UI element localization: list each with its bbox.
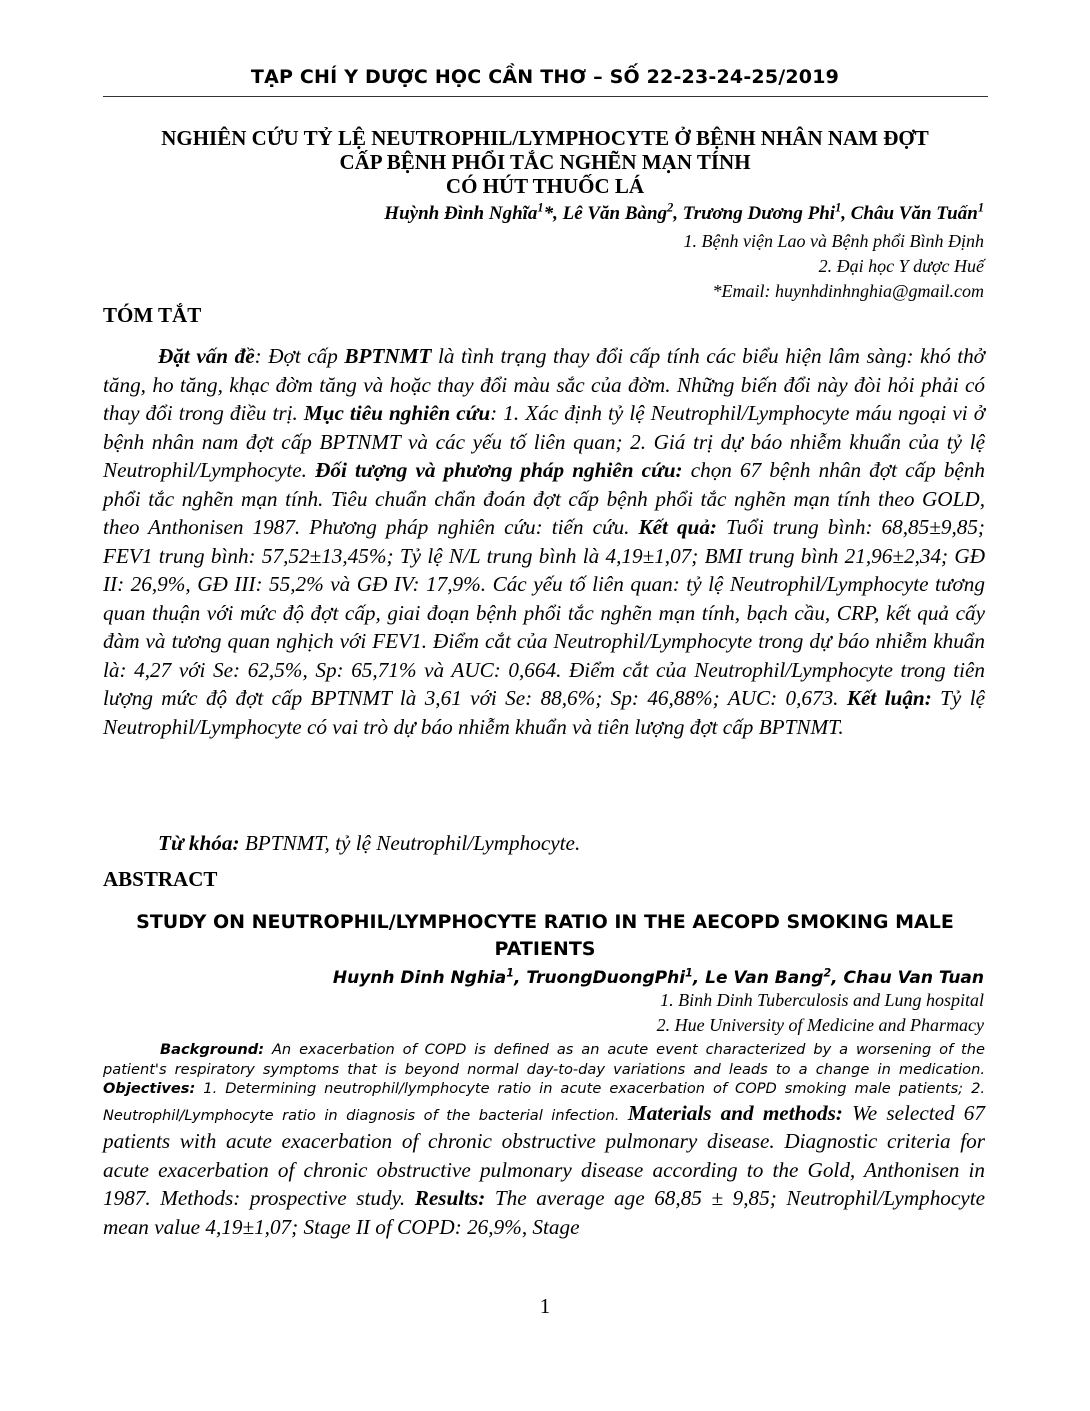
author-en-3-affil: 2 <box>823 966 832 980</box>
title-vi-line-1: NGHIÊN CỨU TỶ LỆ NEUTROPHIL/LYMPHOCYTE Ở BỆNH NHÂN NAM ĐỢT <box>161 126 929 150</box>
title-en-line-2: PATIENTS <box>494 938 596 960</box>
abstract-en-text: We selected 67 patients with acute exacerbation of chronic obstructive pulmonary disease. Diagnostic criteria for acute exacerbation of chronic obstructive pulmonary disease according to the Gold, Anthonisen in 1987. Methods: prospective study. <box>103 1100 985 1210</box>
page-number: 1 <box>539 1294 551 1318</box>
abstract-vi-results-label: Kết quả: <box>638 515 717 539</box>
author-en-2-affil: 1 <box>685 966 693 980</box>
abstract-vi-text: : Đợt cấp <box>254 344 345 368</box>
article-title-en <box>100 909 990 963</box>
author-1: Huỳnh Đình Nghĩa <box>384 203 538 224</box>
abstract-vi-text: : 1. Xác định tỷ lệ Neutrophil/Lymphocyte máu ngoại vi ở bệnh nhân nam đợt cấp BPTNMT và các yếu tố liên quan; 2. Giá trị dự báo nhiễm khuẩn của tỷ lệ Neutrophil/Lymphocyte. <box>103 401 985 482</box>
abstract-vi-objectives-label: Mục tiêu nghiên cứu <box>303 401 491 425</box>
abstract-vi-bold-term: BPTNMT <box>344 344 432 368</box>
abstract-en <box>103 1040 985 1241</box>
authors-en <box>333 966 984 990</box>
title-vi-line-3: CÓ HÚT THUỐC LÁ <box>445 174 645 198</box>
abstract-en-results-label: Results: <box>414 1186 486 1210</box>
keywords-vi <box>103 829 985 857</box>
author-2-affil: 2 <box>667 200 674 215</box>
affiliation-vi-1: 1. Bệnh viện Lao và Bệnh phổi Bình Định <box>683 231 984 251</box>
email-link[interactable]: *Email: huynhdinhnghia@gmail.com <box>712 281 984 301</box>
corresponding-mark: *, <box>543 203 563 224</box>
abstract-vi-conclusion-label: Kết luận: <box>846 686 932 710</box>
author-3-affil: 1 <box>835 200 842 215</box>
abstract-vi-background-label: Đặt vấn đề <box>158 344 255 368</box>
abstract-en-text: 1. Determining neutrophil/lymphocyte ratio in acute exacerbation of COPD smoking male patients; 2. Neutrophil/Lymphocyte ratio in diagnosis of the bacterial infection. <box>103 1080 985 1124</box>
title-en-line-1: STUDY ON NEUTROPHIL/LYMPHOCYTE RATIO IN THE AECOPD SMOKING MALE <box>136 911 954 933</box>
abstract-vi-text: Tỷ lệ Neutrophil/Lymphocyte có vai trò dự báo nhiễm khuẩn và tiên lượng đợt cấp BPTNMT. <box>103 686 985 739</box>
keywords-vi-label: Từ khóa: <box>158 831 240 855</box>
abstract-en-methods-label: Materials and methods: <box>627 1100 843 1125</box>
title-vi-line-2: CẤP BỆNH PHỔI TẮC NGHẼN MẠN TÍNH <box>339 150 751 174</box>
authors-vi <box>384 202 984 226</box>
journal-header: TẠP CHÍ Y DƯỢC HỌC CẦN THƠ – SỐ 22-23-24-25/2019 <box>250 66 840 88</box>
author-en-3: , Le Van Bang <box>692 968 824 988</box>
author-4-affil: 1 <box>977 200 984 215</box>
abstract-heading: ABSTRACT <box>103 867 218 891</box>
abstract-vi-methods-label: Đối tượng và phương pháp nghiên cứu: <box>315 458 683 482</box>
author-en-4: , Chau Van Tuan <box>831 968 984 988</box>
abstract-vi-text: Tuổi trung bình: 68,85±9,85; FEV1 trung bình: 57,52±13,45%; Tỷ lệ N/L trung bình là 4,19±1,07; BMI trung bình 21,96±2,34; GĐ II: 26,9%, GĐ III: 55,2% và GĐ IV: 17,9%. Các yếu tố liên quan: tỷ lệ Neutrophil/Lymphocyte tương quan thuận với mức độ đợt cấp, giai đoạn bệnh phổi tắc nghẽn mạn tính, bạch cầu, CRP, kết quả cấy đàm và tương quan nghịch với FEV1. Điểm cắt của Neutrophil/Lymphocyte trong dự báo nhiễm khuẩn là: 4,27 với Se: 62,5%, Sp: 65,71% và AUC: 0,664. Điểm cắt của Neutrophil/Lymphocyte trong tiên lượng mức độ đợt cấp BPTNMT là 3,61 với Se: 88,6%; Sp: 46,88%; AUC: 0,673. <box>103 515 985 710</box>
abstract-vi-text: là tình trạng thay đổi cấp tính các biểu hiện lâm sàng: khó thở tăng, ho tăng, khạc đờm tăng và hoặc thay đổi màu sắc của đờm. Những biến đổi này đòi hỏi phải có thay đổi trong điều trị. <box>103 344 985 425</box>
author-4: , Châu Văn Tuấn <box>841 203 978 224</box>
author-1-affil: 1 <box>537 200 544 215</box>
keywords-vi-text: BPTNMT, tỷ lệ Neutrophil/Lymphocyte. <box>239 831 581 855</box>
author-en-1-affil: 1 <box>506 966 514 980</box>
header-divider <box>103 96 988 97</box>
author-2: Lê Văn Bàng <box>562 203 668 224</box>
abstract-vi-text: chọn 67 bệnh nhân đợt cấp bệnh phổi tắc nghẽn mạn tính. Tiêu chuẩn chẩn đoán đợt cấp bệnh phổi tắc nghẽn mạn tính theo GOLD, theo Anthonisen 1987. Phương pháp nghiên cứu: tiến cứu. <box>103 458 985 539</box>
summary-heading: TÓM TẮT <box>103 303 202 327</box>
author-3: , Trương Dương Phi <box>673 203 836 224</box>
affiliation-en-1: 1. Binh Dinh Tuberculosis and Lung hospital <box>660 990 984 1010</box>
abstract-en-text: The average age 68,85 ± 9,85; Neutrophil/Lymphocyte mean value 4,19±1,07; Stage II of COPD: 26,9%, Stage <box>103 1186 985 1239</box>
abstract-en-objectives-label: Objectives: <box>103 1080 196 1097</box>
author-en-1: Huynh Dinh Nghia <box>332 968 507 988</box>
affiliation-en-2: 2. Hue University of Medicine and Pharmacy <box>656 1015 984 1035</box>
affiliation-vi-2: 2. Đại học Y dược Huế <box>818 256 984 276</box>
abstract-en-background-label: Background: <box>160 1041 265 1058</box>
article-title-vi <box>100 126 990 198</box>
abstract-en-text: An exacerbation of COPD is defined as an acute event characterized by a worsening of the patient's respiratory symptoms that is beyond normal day-to-day variations and leads to a change in medication. <box>103 1041 985 1078</box>
abstract-vi <box>103 342 985 741</box>
author-en-2: , TruongDuongPhi <box>513 968 686 988</box>
